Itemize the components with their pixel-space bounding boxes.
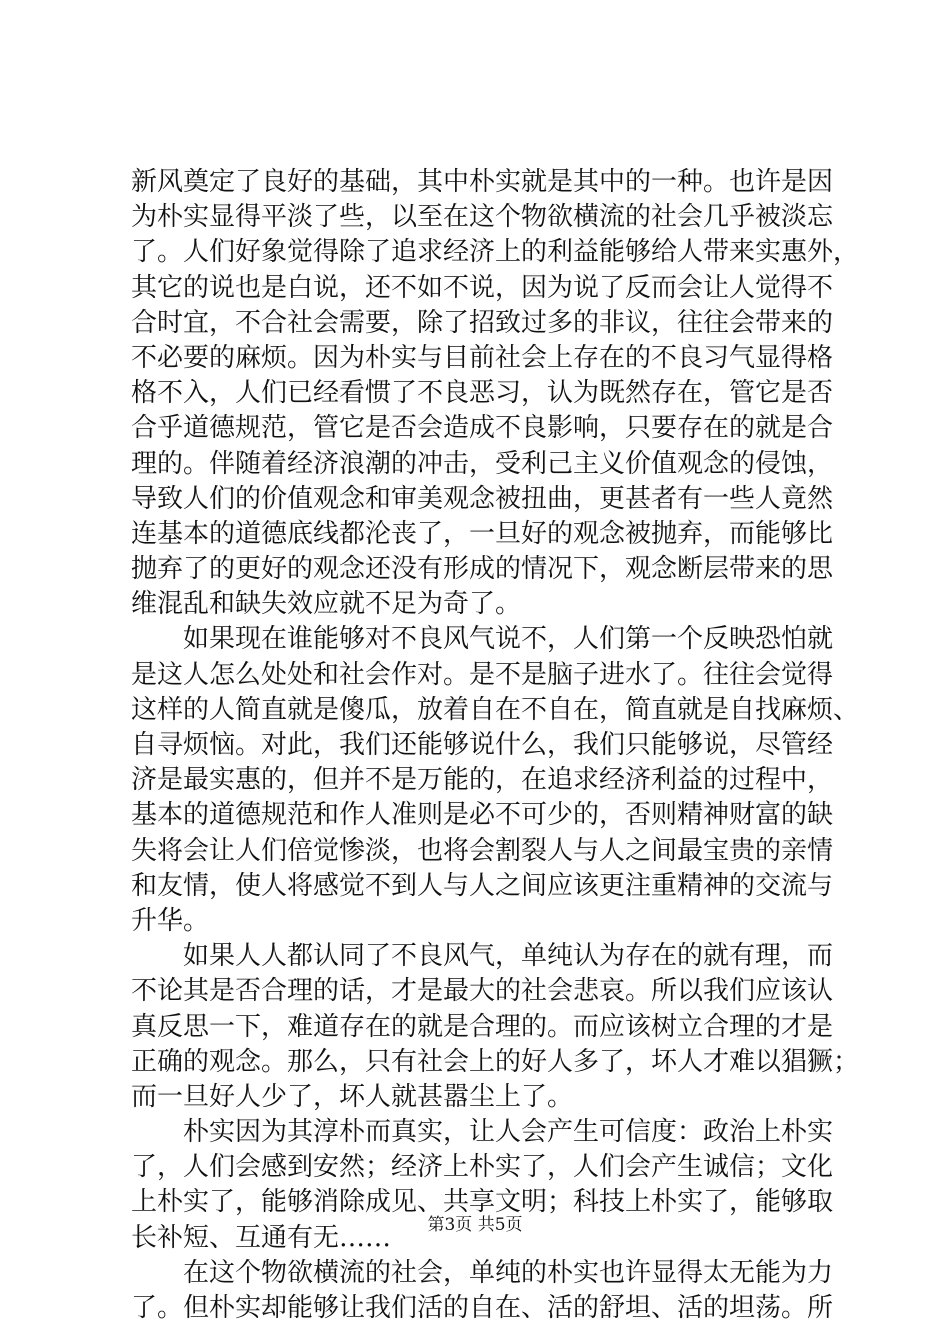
text-line: 理的。伴随着经济浪潮的冲击，受利己主义价值观念的侵蚀， — [131, 448, 834, 479]
text-line: 合乎道德规范，管它是否会造成不良影响，只要存在的就是合 — [131, 413, 834, 444]
text-line: 格不入，人们已经看惯了不良恶习，认为既然存在，管它是否 — [131, 378, 834, 409]
text-line: 如果现在谁能够对不良风气说不，人们第一个反映恐怕就 — [183, 624, 834, 655]
text-line: 连基本的道德底线都沦丧了，一旦好的观念被抛弃，而能够比 — [131, 518, 834, 549]
text-line: 长补短、互通有无…… — [131, 1222, 392, 1253]
document-body — [131, 165, 860, 1326]
text-line: 为朴实显得平淡了些，以至在这个物欲横流的社会几乎被淡忘 — [131, 202, 834, 233]
text-line: 自寻烦恼。对此，我们还能够说什么，我们只能够说，尽管经 — [131, 730, 834, 760]
text-line: 了，人们会感到安然；经济上朴实了，人们会产生诚信；文化 — [131, 1152, 834, 1183]
text-line: 不论其是否合理的话，才是最大的社会悲哀。所以我们应该认 — [131, 976, 834, 1007]
text-line: 抛弃了的更好的观念还没有形成的情况下，观念断层带来的思 — [131, 554, 834, 585]
page-footer: 第3页 共5页 — [427, 1215, 523, 1235]
text-line: 上朴实了，能够消除成见、共享文明；科技上朴实了，能够取 — [131, 1187, 834, 1218]
paragraph — [131, 622, 860, 939]
paragraph — [131, 1256, 834, 1326]
text-line: 合时宜，不合社会需要，除了招致过多的非议，往往会带来的 — [131, 307, 834, 338]
paragraph — [131, 165, 860, 622]
text-line: 是这人怎么处处和社会作对。是不是脑子进水了。往往会觉得 — [131, 659, 834, 690]
text-line: 其它的说也是白说，还不如不说，因为说了反而会让人觉得不 — [131, 272, 834, 303]
text-line: 正确的观念。那么，只有社会上的好人多了，坏人才难以猖獗； — [131, 1046, 860, 1077]
text-line: 了。人们好象觉得除了追求经济上的利益能够给人带来实惠外， — [131, 237, 860, 268]
text-line: 朴实因为其淳朴而真实，让人会产生可信度：政治上朴实 — [183, 1117, 834, 1148]
text-line: 而一旦好人少了，坏人就甚嚣尘上了。 — [131, 1081, 574, 1112]
text-line: 济是最实惠的，但并不是万能的，在追求经济利益的过程中， — [131, 765, 834, 796]
paragraph — [131, 939, 860, 1115]
text-line: 基本的道德规范和作人准则是必不可少的，否则精神财富的缺 — [131, 800, 834, 831]
text-line: 这样的人简直就是傻瓜，放着自在不自在，简直就是自找麻烦、 — [131, 694, 860, 725]
text-line: 导致人们的价值观念和审美观念被扭曲，更甚者有一些人竟然 — [131, 483, 834, 514]
text-line: 和友情，使人将感觉不到人与人之间应该更注重精神的交流与 — [131, 870, 834, 901]
text-line: 如果人人都认同了不良风气，单纯认为存在的就有理，而 — [183, 941, 834, 972]
text-line: 新风奠定了良好的基础，其中朴实就是其中的一种。也许是因 — [131, 167, 834, 197]
text-line: 维混乱和缺失效应就不足为奇了。 — [131, 589, 522, 620]
text-line: 失将会让人们倍觉惨淡，也将会割裂人与人之间最宝贵的亲情 — [131, 835, 834, 866]
text-line: 不必要的麻烦。因为朴实与目前社会上存在的不良习气显得格 — [131, 342, 834, 373]
text-line: 在这个物欲横流的社会，单纯的朴实也许显得太无能为力 — [183, 1257, 834, 1288]
text-line: 了。但朴实却能够让我们活的自在、活的舒坦、活的坦荡。所 — [131, 1293, 834, 1323]
text-line: 升华。 — [131, 905, 210, 936]
text-line: 真反思一下，难道存在的就是合理的。而应该树立合理的才是 — [131, 1011, 834, 1042]
